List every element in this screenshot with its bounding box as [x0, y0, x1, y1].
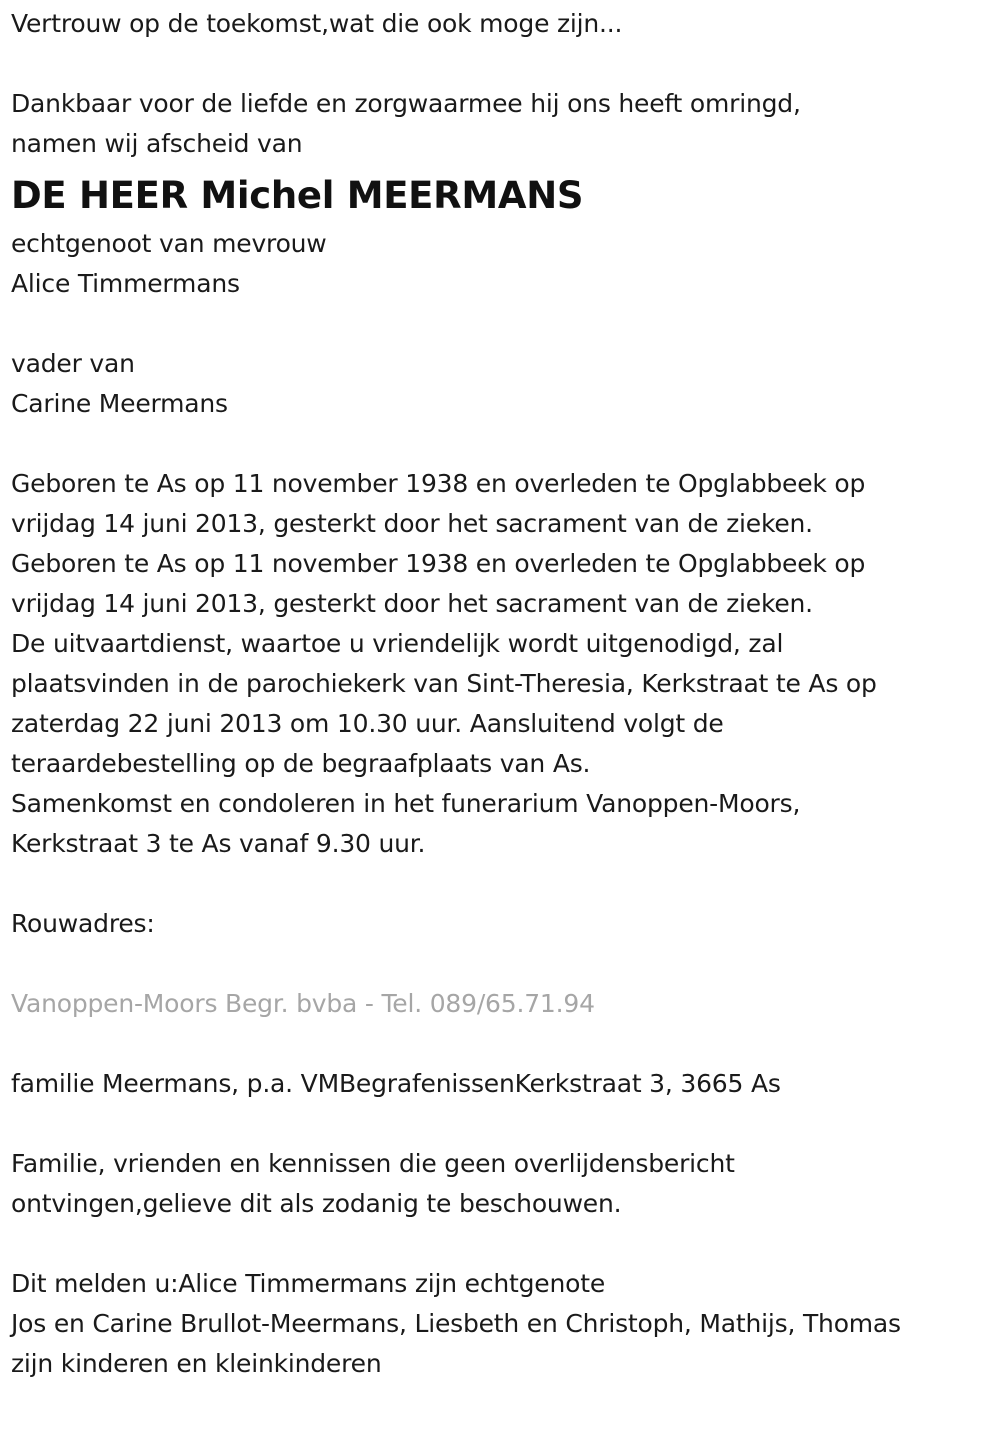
thanks-line-2: namen wij afscheid van	[11, 129, 303, 158]
notice-line-2: ontvingen,gelieve dit als zodanig te beschouwen.	[11, 1189, 622, 1218]
announcers-line-1: Dit melden u:Alice Timmermans zijn echtgenote	[11, 1269, 606, 1298]
child-name: Carine Meermans	[11, 389, 228, 418]
details-line: De uitvaartdienst, waartoe u vriendelijk wordt uitgenodigd, zal	[11, 629, 784, 658]
details-line: teraardebestelling op de begraafplaats van As.	[11, 749, 591, 778]
details-line: Samenkomst en condoleren in het funerarium Vanoppen-Moors,	[11, 789, 801, 818]
spacer	[11, 1224, 986, 1264]
spouse-label: echtgenoot van mevrouw	[11, 229, 327, 258]
spacer	[11, 864, 986, 904]
deceased-name: DE HEER Michel MEERMANS	[11, 174, 584, 217]
details-line: Geboren te As op 11 november 1938 en overleden te Opglabbeek op	[11, 469, 866, 498]
spacer	[11, 944, 986, 984]
spacer	[11, 1024, 986, 1064]
announcers-line-3: zijn kinderen en kleinkinderen	[11, 1349, 382, 1378]
family-address: familie Meermans, p.a. VMBegrafenissenKerkstraat 3, 3665 As	[11, 1069, 781, 1098]
details-line: vrijdag 14 juni 2013, gesterkt door het sacrament van de zieken.	[11, 509, 813, 538]
undertaker-info: Vanoppen-Moors Begr. bvba - Tel. 089/65.71.94	[11, 989, 595, 1018]
details-line: plaatsvinden in de parochiekerk van Sint-Theresia, Kerkstraat te As op	[11, 669, 877, 698]
details-line: zaterdag 22 juni 2013 om 10.30 uur. Aansluitend volgt de	[11, 709, 724, 738]
details-line: Kerkstraat 3 te As vanaf 9.30 uur.	[11, 829, 426, 858]
notice-line-1: Familie, vrienden en kennissen die geen overlijdensbericht	[11, 1149, 735, 1178]
spouse-name: Alice Timmermans	[11, 269, 240, 298]
spacer	[11, 424, 986, 464]
thanks-line-1: Dankbaar voor de liefde en zorgwaarmee hij ons heeft omringd,	[11, 89, 801, 118]
details-block	[11, 464, 986, 864]
announcers-line-2: Jos en Carine Brullot-Meermans, Liesbeth en Christoph, Mathijs, Thomas	[11, 1309, 901, 1338]
motto: Vertrouw op de toekomst,wat die ook moge zijn...	[11, 9, 623, 38]
spacer	[11, 1104, 986, 1144]
spacer	[11, 44, 986, 84]
mourning-address-label: Rouwadres:	[11, 909, 155, 938]
child-label: vader van	[11, 349, 135, 378]
details-line: Geboren te As op 11 november 1938 en overleden te Opglabbeek op	[11, 549, 866, 578]
spacer	[11, 304, 986, 344]
details-line: vrijdag 14 juni 2013, gesterkt door het sacrament van de zieken.	[11, 589, 813, 618]
